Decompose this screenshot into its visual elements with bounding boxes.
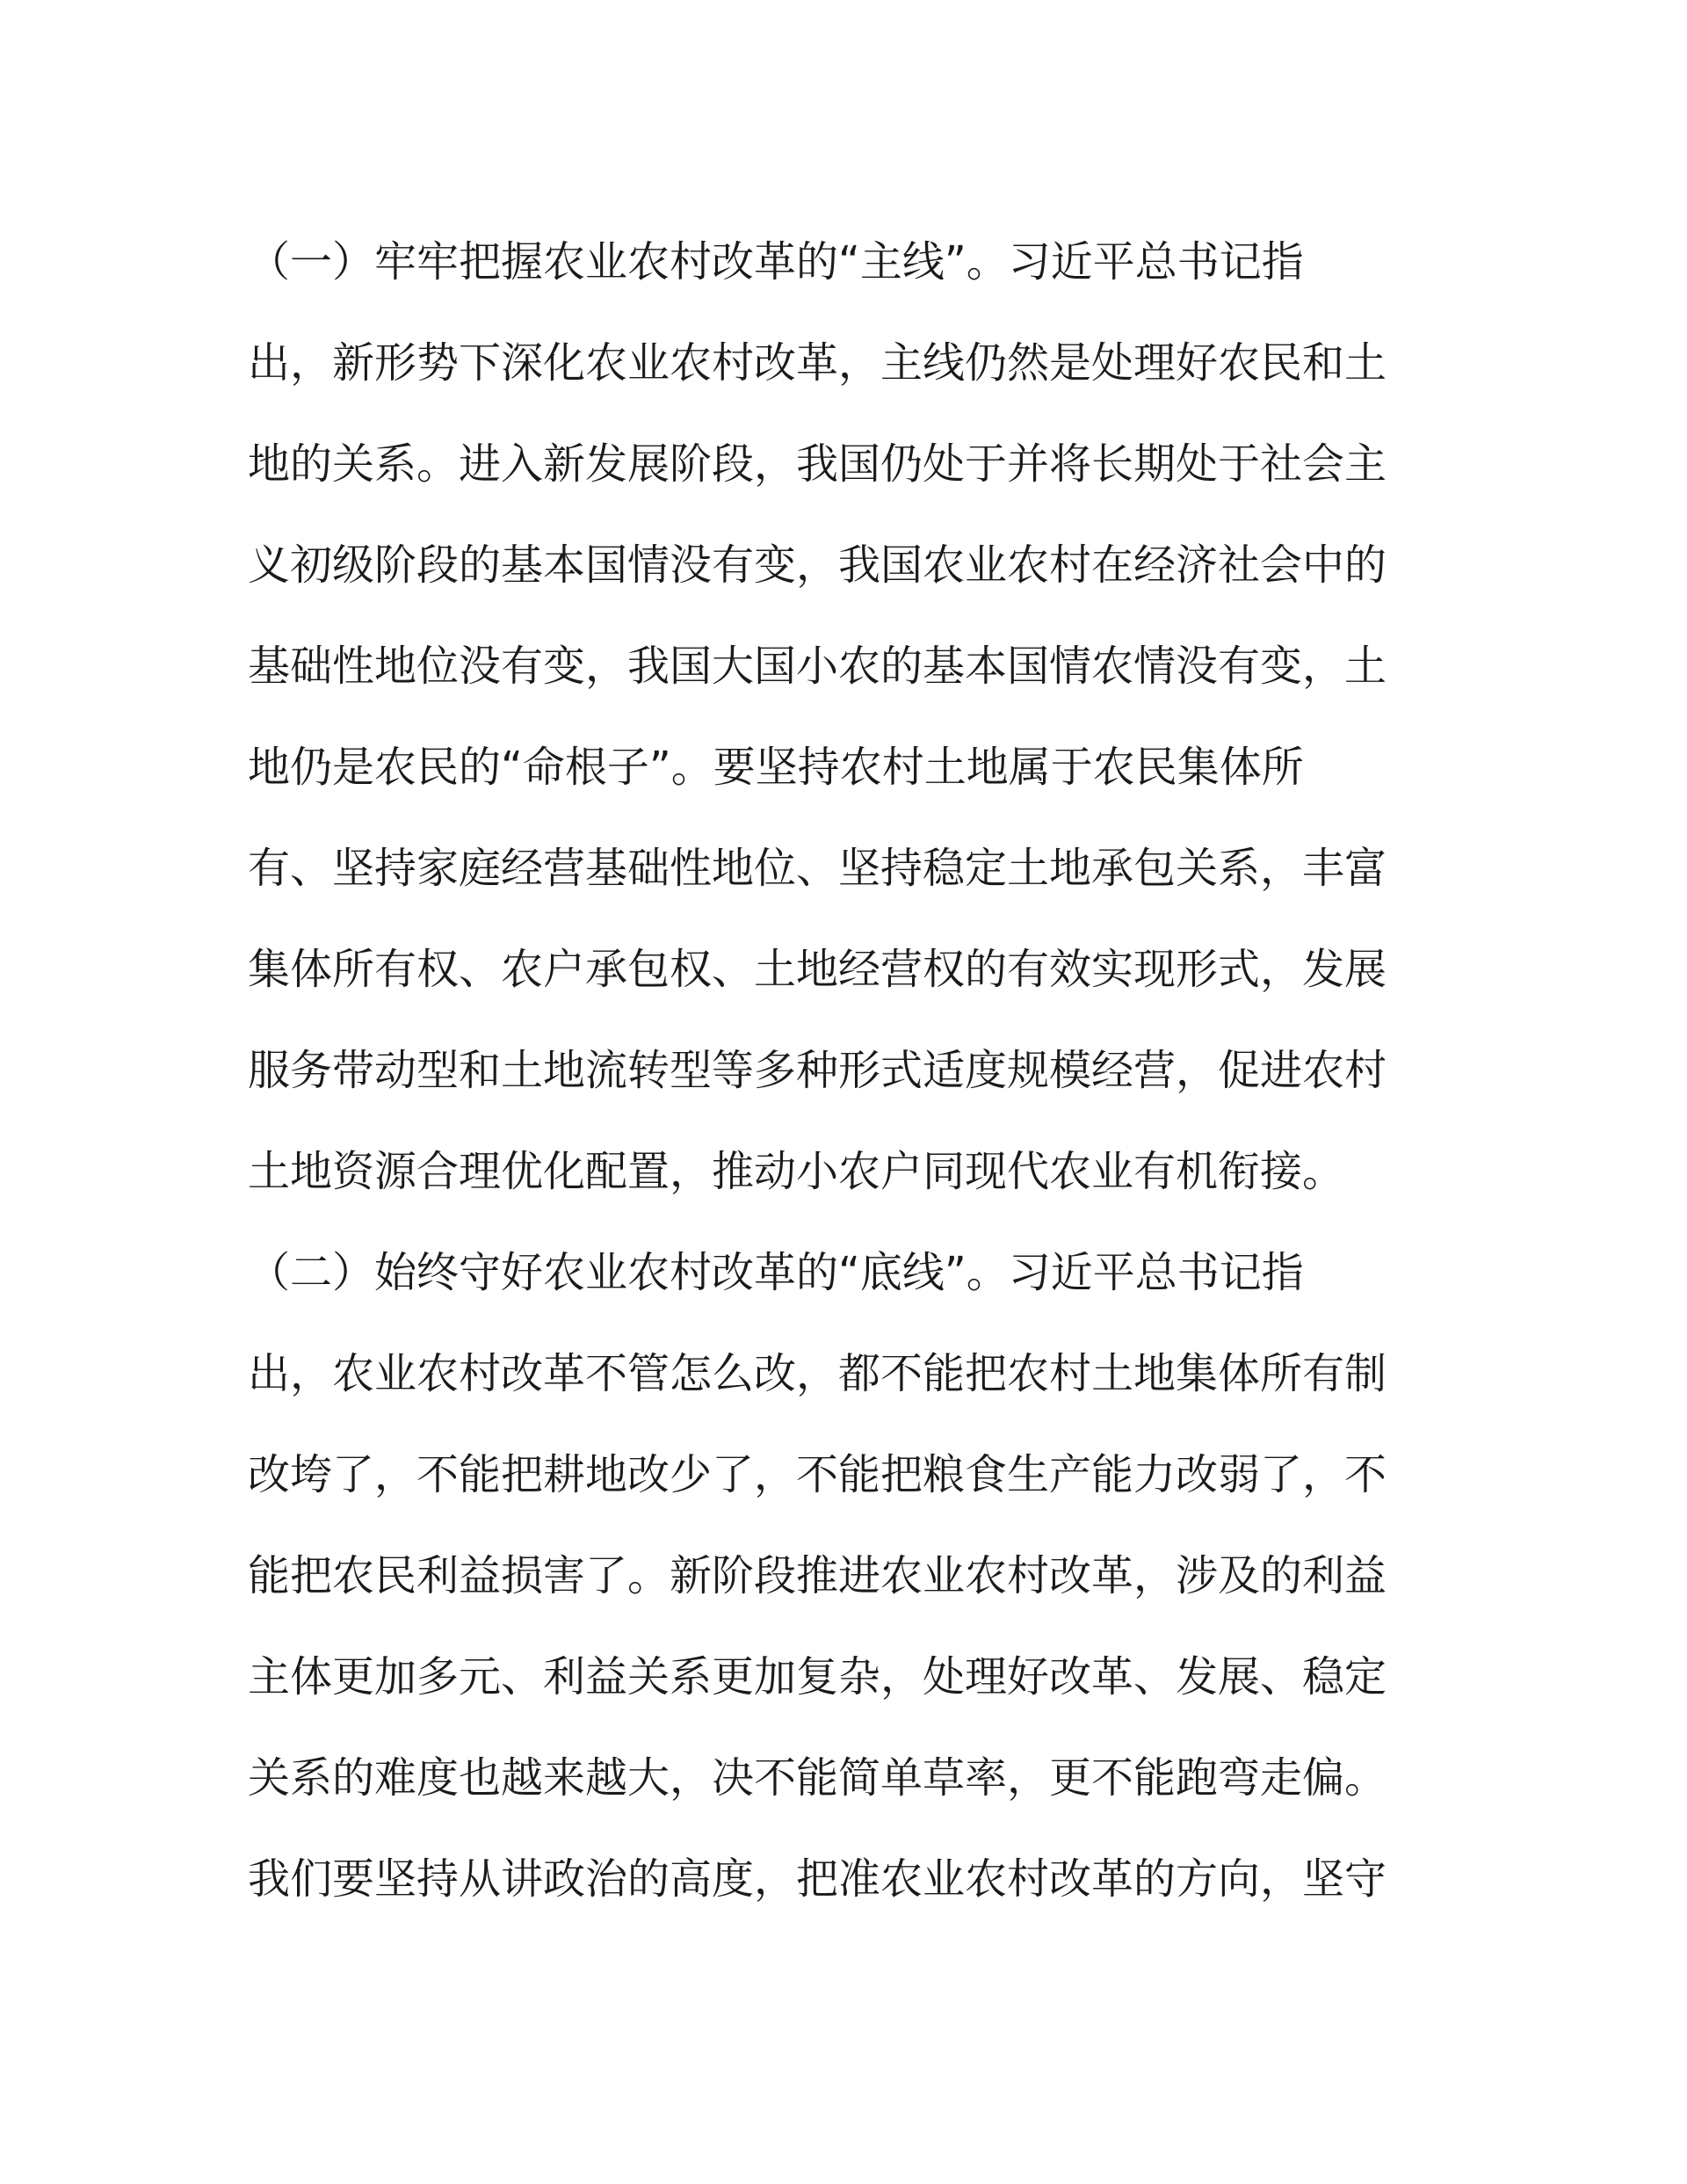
text-line: 主体更加多元、利益关系更加复杂，处理好改革、发展、稳定 xyxy=(248,1652,1387,1701)
text-line: 集体所有权、农户承包权、土地经营权的有效实现形式，发展 xyxy=(248,945,1387,994)
text-line: 出，农业农村改革不管怎么改，都不能把农村土地集体所有制 xyxy=(248,1349,1387,1398)
text-line: 有、坚持家庭经营基础性地位、坚持稳定土地承包关系，丰富 xyxy=(248,844,1387,893)
text-line: 基础性地位没有变，我国大国小农的基本国情农情没有变，土 xyxy=(248,642,1387,691)
text-line: 改垮了，不能把耕地改少了，不能把粮食生产能力改弱了，不 xyxy=(248,1450,1387,1499)
text-line: 地仍是农民的“命根子”。要坚持农村土地属于农民集体所 xyxy=(248,743,1304,792)
text-line: 能把农民利益损害了。新阶段推进农业农村改革，涉及的利益 xyxy=(248,1551,1387,1600)
paragraph-bottom-line xyxy=(248,1223,1443,1930)
text-line: 义初级阶段的基本国情没有变，我国农业农村在经济社会中的 xyxy=(248,541,1387,590)
text-line: （一）牢牢把握农业农村改革的“主线”。习近平总书记指 xyxy=(248,237,1304,287)
text-line: 地的关系。进入新发展阶段，我国仍处于并将长期处于社会主 xyxy=(248,439,1387,489)
text-line: 服务带动型和土地流转型等多种形式适度规模经营，促进农村 xyxy=(248,1046,1387,1095)
text-line: 关系的难度也越来越大，决不能简单草率，更不能跑弯走偏。 xyxy=(248,1753,1387,1803)
text-line: （二）始终守好农业农村改革的“底线”。习近平总书记指 xyxy=(248,1248,1304,1297)
paragraph-main-line xyxy=(248,212,1443,1223)
text-line: 土地资源合理优化配置，推动小农户同现代农业有机衔接。 xyxy=(248,1147,1345,1196)
text-line: 我们要坚持从讲政治的高度，把准农业农村改革的方向，坚守 xyxy=(248,1854,1387,1904)
text-line: 出，新形势下深化农业农村改革，主线仍然是处理好农民和土 xyxy=(248,338,1387,388)
